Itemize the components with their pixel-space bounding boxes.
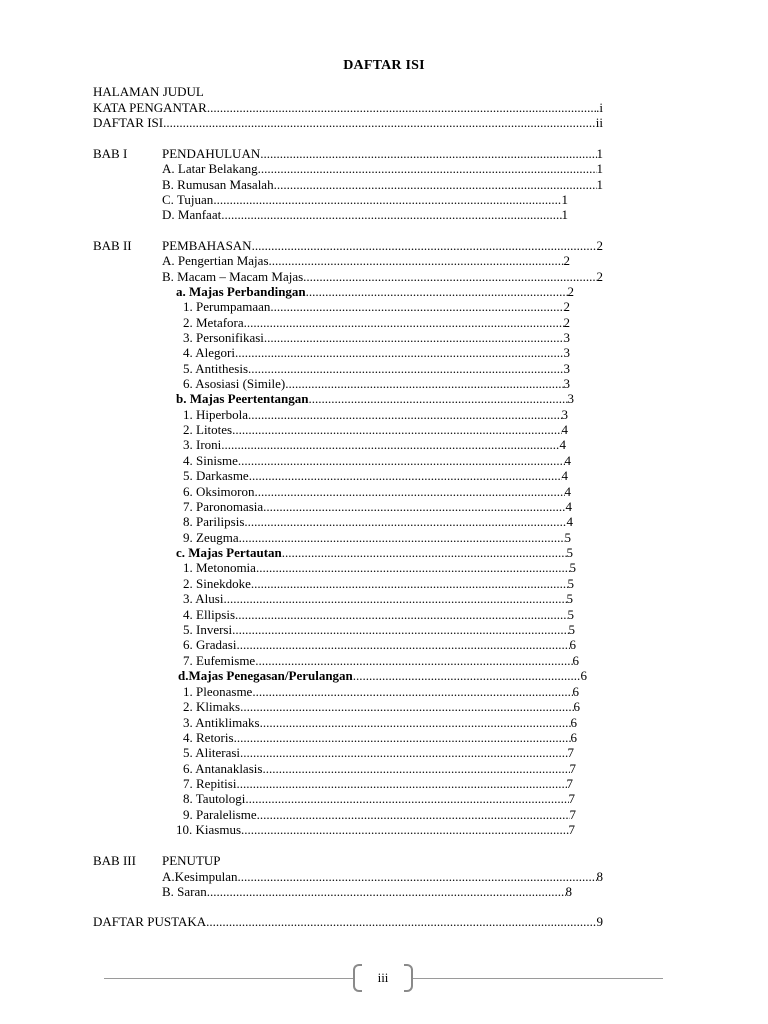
toc-entry[interactable] bbox=[183, 591, 573, 607]
leader-dots bbox=[245, 791, 568, 807]
toc-entry-text: 8. Parilipsis bbox=[183, 514, 245, 529]
leader-dots bbox=[257, 807, 570, 823]
toc-entry[interactable] bbox=[183, 299, 570, 315]
toc-page-number: 1 bbox=[596, 161, 603, 176]
toc-entry-latar-belakang[interactable] bbox=[162, 161, 603, 177]
toc-page-number: 1 bbox=[596, 177, 603, 192]
leader-dots bbox=[309, 391, 568, 407]
toc-entry[interactable] bbox=[183, 330, 570, 346]
toc-page-number: 7 bbox=[568, 791, 575, 806]
toc-entry-text: 4. Ellipsis bbox=[183, 607, 236, 622]
toc-entry-kata-pengantar[interactable] bbox=[93, 100, 603, 116]
toc-subheading-majas-peertentangan[interactable] bbox=[176, 391, 574, 407]
toc-entry[interactable] bbox=[183, 361, 570, 377]
toc-page-number: 5 bbox=[566, 591, 573, 606]
toc-page-number: 2 bbox=[596, 238, 603, 253]
toc-page-number: 3 bbox=[563, 345, 570, 360]
toc-page-number: 9 bbox=[596, 914, 603, 929]
toc-entry-manfaat[interactable] bbox=[162, 207, 568, 223]
leader-dots bbox=[237, 869, 596, 885]
toc-page-number: 3 bbox=[563, 330, 570, 345]
toc-entry-text: HALAMAN JUDUL bbox=[93, 84, 204, 99]
toc-entry[interactable] bbox=[183, 653, 579, 669]
toc-page-number: 6 bbox=[580, 668, 587, 683]
leader-dots bbox=[248, 361, 563, 377]
toc-entry[interactable] bbox=[183, 453, 571, 469]
toc-entry-text: d.Majas Penegasan/Perulangan bbox=[178, 668, 353, 683]
toc-entry-text: 2. Klimaks bbox=[183, 699, 241, 714]
toc-page-number: 2 bbox=[563, 299, 570, 314]
leader-dots bbox=[260, 146, 596, 162]
toc-entry[interactable] bbox=[183, 622, 575, 638]
leader-dots bbox=[261, 484, 565, 500]
leader-dots bbox=[262, 761, 569, 777]
toc-entry-text: D. Manfaat bbox=[162, 207, 222, 222]
toc-subheading-majas-penegasan[interactable] bbox=[178, 668, 587, 684]
toc-entry-halaman-judul[interactable] bbox=[93, 84, 603, 100]
toc-entry-text: 7. Eufemisme bbox=[183, 653, 256, 668]
toc-entry-text: 5. Aliterasi bbox=[183, 745, 241, 760]
chapter-label-bab-3: BAB III bbox=[93, 853, 136, 868]
toc-page-number: 3 bbox=[563, 376, 570, 391]
leader-dots bbox=[207, 100, 596, 116]
leader-dots bbox=[213, 192, 561, 208]
toc-entry-text: A. Latar Belakang bbox=[162, 161, 258, 176]
leader-dots bbox=[256, 560, 570, 576]
leader-dots bbox=[236, 776, 566, 792]
toc-entry-text: 4. Retoris bbox=[183, 730, 234, 745]
toc-page-number: 5 bbox=[569, 560, 576, 575]
toc-page-number: 7 bbox=[566, 776, 573, 791]
toc-entry-pendahuluan[interactable] bbox=[162, 146, 603, 162]
chapter-label-bab-1: BAB I bbox=[93, 146, 128, 161]
leader-dots bbox=[244, 315, 564, 331]
toc-page-number: 8 bbox=[565, 884, 572, 899]
toc-entry[interactable] bbox=[183, 514, 573, 530]
toc-entry-text: DAFTAR PUSTAKA bbox=[93, 914, 207, 929]
leader-dots bbox=[235, 345, 564, 361]
toc-page-number: 8 bbox=[596, 869, 603, 884]
toc-entry[interactable] bbox=[183, 437, 566, 453]
toc-page-number: ii bbox=[595, 115, 603, 130]
toc-entry-text: 3. Alusi bbox=[183, 591, 224, 606]
toc-entry[interactable] bbox=[183, 576, 574, 592]
toc-entry[interactable] bbox=[183, 315, 570, 331]
toc-entry-text: 10. Kiasmus bbox=[176, 822, 241, 837]
toc-entry-text: 3. Ironi bbox=[183, 437, 222, 452]
leader-dots bbox=[232, 422, 561, 438]
toc-entry-text: 3. Antiklimaks bbox=[183, 715, 260, 730]
toc-entry-text: DAFTAR ISI bbox=[93, 115, 164, 130]
leader-dots bbox=[263, 499, 565, 515]
leader-dots bbox=[163, 115, 596, 131]
left-brace-icon bbox=[353, 964, 362, 992]
leader-dots bbox=[252, 684, 572, 700]
leader-dots bbox=[244, 514, 566, 530]
toc-page-number: 6 bbox=[573, 699, 580, 714]
right-brace-icon bbox=[404, 964, 413, 992]
toc-entry-text: c. Majas Pertautan bbox=[176, 545, 282, 560]
toc-page-number: 1 bbox=[596, 146, 603, 161]
toc-entry-text: 1. Hiperbola bbox=[183, 407, 248, 422]
toc-entry-pengertian-majas[interactable] bbox=[162, 253, 570, 269]
toc-page-number: 4 bbox=[564, 484, 571, 499]
toc-page-number: 6 bbox=[570, 730, 577, 745]
leader-dots bbox=[235, 607, 567, 623]
toc-entry-text: B. Macam – Macam Majas bbox=[162, 269, 304, 284]
toc-entry[interactable] bbox=[183, 345, 570, 361]
leader-dots bbox=[285, 376, 563, 392]
toc-entry-pembahasan[interactable] bbox=[162, 238, 603, 254]
toc-entry-text: 5. Darkasme bbox=[183, 468, 249, 483]
toc-entry-text: b. Majas Peertentangan bbox=[176, 391, 309, 406]
toc-entry[interactable] bbox=[183, 807, 576, 823]
leader-dots bbox=[264, 330, 564, 346]
leader-dots bbox=[255, 653, 572, 669]
footer-rule-right bbox=[413, 978, 663, 979]
leader-dots bbox=[260, 715, 571, 731]
toc-entry[interactable] bbox=[183, 468, 568, 484]
leader-dots bbox=[353, 668, 581, 684]
toc-entry-text: A.Kesimpulan bbox=[162, 869, 238, 884]
toc-entry[interactable] bbox=[183, 407, 568, 423]
toc-entry-text: A. Pengertian Majas bbox=[162, 253, 269, 268]
toc-entry-text: C. Tujuan bbox=[162, 192, 214, 207]
toc-entry-text: 6. Oksimoron.. bbox=[183, 484, 261, 499]
toc-entry-text: PENDAHULUAN bbox=[162, 146, 261, 161]
leader-dots bbox=[248, 407, 562, 423]
toc-entry-text: 1. Perumpamaan bbox=[183, 299, 271, 314]
toc-entry-text: 7. Repitisi bbox=[183, 776, 237, 791]
toc-page-number: 4 bbox=[564, 453, 571, 468]
toc-page-number: 7 bbox=[569, 807, 576, 822]
leader-dots bbox=[303, 269, 596, 285]
leader-dots bbox=[221, 207, 561, 223]
toc-entry[interactable] bbox=[183, 791, 575, 807]
toc-subheading-majas-pertautan[interactable] bbox=[176, 545, 573, 561]
chapter-label-bab-2: BAB II bbox=[93, 238, 132, 253]
toc-entry-text: 2. Litotes bbox=[183, 422, 233, 437]
toc-entry-text: PENUTUP bbox=[162, 853, 221, 868]
toc-page-number: 1 bbox=[561, 192, 568, 207]
toc-entry-text: 5. Antithesis bbox=[183, 361, 249, 376]
leader-dots bbox=[221, 437, 559, 453]
toc-page-number: 6 bbox=[572, 684, 579, 699]
toc-entry-kesimpulan[interactable] bbox=[162, 869, 603, 885]
leader-dots bbox=[249, 468, 562, 484]
toc-page-number: 4 bbox=[566, 514, 573, 529]
toc-page-number: 5 bbox=[566, 545, 573, 560]
toc-page-number: 2 bbox=[596, 269, 603, 284]
toc-entry-text: 1. Pleonasme bbox=[183, 684, 253, 699]
leader-dots bbox=[282, 545, 567, 561]
toc-entry-text: 7. Paronomasia bbox=[183, 499, 264, 514]
toc-entry-text: a. Majas Perbandingan bbox=[176, 284, 306, 299]
toc-entry-text: 6. Gradasi bbox=[183, 637, 237, 652]
toc-page-number: 6 bbox=[572, 653, 579, 668]
leader-dots bbox=[238, 453, 565, 469]
leader-dots bbox=[258, 161, 597, 177]
toc-subheading-majas-perbandingan[interactable] bbox=[176, 284, 574, 300]
toc-entry-text: 6. Antanaklasis bbox=[183, 761, 263, 776]
leader-dots bbox=[270, 299, 563, 315]
leader-dots bbox=[306, 284, 568, 300]
footer-rule-left bbox=[104, 978, 353, 979]
toc-entry[interactable] bbox=[183, 499, 572, 515]
toc-entry-macam-majas[interactable] bbox=[162, 269, 603, 285]
toc-page-number: 6 bbox=[569, 637, 576, 652]
toc-entry-text: 5. Inversi bbox=[183, 622, 233, 637]
toc-entry-text: PEMBAHASAN bbox=[162, 238, 252, 253]
leader-dots bbox=[239, 530, 565, 546]
toc-page-number: 2 bbox=[567, 284, 574, 299]
toc-entry[interactable] bbox=[183, 776, 573, 792]
toc-entry-penutup[interactable] bbox=[162, 853, 603, 869]
toc-entry[interactable] bbox=[183, 484, 571, 500]
toc-page-number: 5 bbox=[567, 607, 574, 622]
toc-entry-text: 2. Metafora bbox=[183, 315, 244, 330]
toc-entry-text: 1. Metonomia bbox=[183, 560, 256, 575]
toc-entry[interactable] bbox=[183, 745, 574, 761]
toc-page-number: 3 bbox=[563, 361, 570, 376]
toc-page-number: 4 bbox=[561, 422, 568, 437]
toc-entry-text: B. Rumusan Masalah bbox=[162, 177, 274, 192]
toc-page-number: 1 bbox=[561, 207, 568, 222]
leader-dots bbox=[206, 914, 596, 930]
toc-entry-text: 4. Sinisme bbox=[183, 453, 238, 468]
toc-entry-tujuan[interactable] bbox=[162, 192, 568, 208]
toc-page-number: .i bbox=[596, 100, 603, 115]
leader-dots bbox=[234, 730, 571, 746]
toc-page-number: 2 bbox=[563, 253, 570, 268]
toc-entry[interactable] bbox=[183, 376, 570, 392]
toc-page-number: 3 bbox=[561, 407, 568, 422]
toc-entry-text: 2. Sinekdoke bbox=[183, 576, 251, 591]
toc-entry[interactable] bbox=[183, 684, 579, 700]
toc-page-number: 4 bbox=[559, 437, 566, 452]
toc-page-number: 7 bbox=[569, 761, 576, 776]
toc-entry[interactable] bbox=[183, 607, 574, 623]
toc-entry-text: 9. Paralelisme bbox=[183, 807, 257, 822]
leader-dots bbox=[240, 745, 567, 761]
toc-entry-text: KATA PENGANTAR bbox=[93, 100, 207, 115]
page-title: DAFTAR ISI bbox=[343, 58, 425, 73]
toc-page-number: 6 bbox=[570, 715, 577, 730]
toc-entry-saran[interactable] bbox=[162, 884, 572, 900]
leader-dots bbox=[274, 177, 597, 193]
leader-dots bbox=[251, 576, 568, 592]
leader-dots bbox=[223, 591, 566, 607]
leader-dots bbox=[236, 637, 569, 653]
footer-page-number: iii bbox=[377, 970, 389, 985]
leader-dots bbox=[269, 253, 564, 269]
toc-entry[interactable] bbox=[176, 822, 575, 838]
toc-entry-rumusan-masalah[interactable] bbox=[162, 177, 603, 193]
leader-dots bbox=[240, 699, 573, 715]
toc-entry[interactable] bbox=[183, 560, 576, 576]
toc-entry-daftar-isi[interactable] bbox=[93, 115, 603, 131]
toc-entry-text: 3. Personifikasi bbox=[183, 330, 264, 345]
toc-page-number: 5 bbox=[568, 622, 575, 637]
toc-entry-text: 8. Tautologi bbox=[183, 791, 246, 806]
toc-entry[interactable] bbox=[183, 422, 568, 438]
toc-entry[interactable] bbox=[183, 699, 580, 715]
toc-page-number: 7 bbox=[567, 745, 574, 760]
toc-entry[interactable] bbox=[183, 730, 577, 746]
toc-entry[interactable] bbox=[183, 761, 576, 777]
toc-page-number: 4 bbox=[561, 468, 568, 483]
toc-page-number: 7 bbox=[568, 822, 575, 837]
toc-page-number: 4 bbox=[565, 499, 572, 514]
leader-dots bbox=[241, 822, 569, 838]
toc-entry-text: 6. Asosiasi (Simile) bbox=[183, 376, 286, 391]
toc-entry-text: 9. Zeugma bbox=[183, 530, 239, 545]
toc-page-number: 3 bbox=[567, 391, 574, 406]
leader-dots bbox=[252, 238, 597, 254]
leader-dots bbox=[207, 884, 566, 900]
toc-entry-daftar-pustaka[interactable] bbox=[93, 914, 603, 930]
toc-entry[interactable] bbox=[183, 530, 571, 546]
toc-entry[interactable] bbox=[183, 715, 577, 731]
leader-dots bbox=[232, 622, 568, 638]
toc-page-number: 5 bbox=[564, 530, 571, 545]
toc-entry-text: 4. Alegori bbox=[183, 345, 235, 360]
toc-page-number: 5 bbox=[567, 576, 574, 591]
toc-page-number: 2 bbox=[563, 315, 570, 330]
toc-entry-text: B. Saran bbox=[162, 884, 207, 899]
toc-entry[interactable] bbox=[183, 637, 576, 653]
